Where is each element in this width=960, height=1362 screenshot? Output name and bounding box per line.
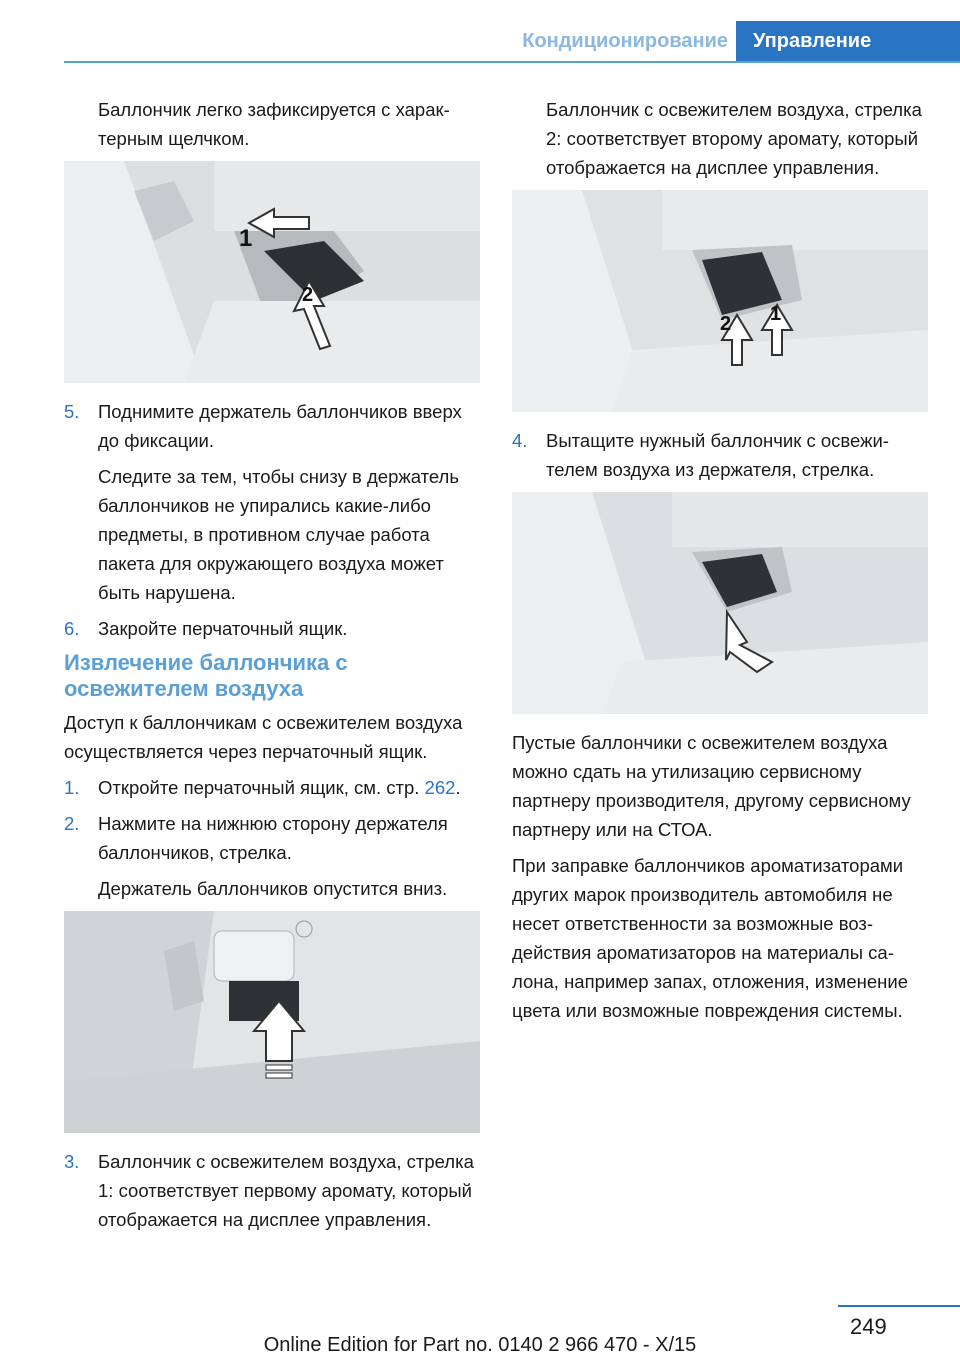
step-4-number: 4. <box>512 430 528 451</box>
page-link-262[interactable]: 262 <box>424 777 456 798</box>
step-5-note: Следите за тем, чтобы снизу в держатель баллончиков не упирались какие-либо предметы, в противном случае работа пакета для окружающего воздуха может быть нарушена. <box>98 466 459 603</box>
step-4 <box>512 426 932 484</box>
step-1 <box>64 773 484 802</box>
photo-cartridge-selection <box>512 190 928 412</box>
step-5 <box>64 397 484 455</box>
fig1-label-2: 2 <box>302 284 314 306</box>
right-column <box>512 95 932 1032</box>
step-3-text: Баллончик с освежителем воздуха, стрелка 1: соответствует первому аромату, который отображается на дисплее управления. <box>98 1151 474 1230</box>
step-1-number: 1. <box>64 777 80 798</box>
left-intro: Баллончик легко зафиксируется с характерным щелчком. <box>98 99 450 149</box>
header-tab[interactable] <box>736 21 960 62</box>
fig3-label-1: 1 <box>770 303 782 325</box>
step-2-number: 2. <box>64 813 80 834</box>
step-3 <box>64 1147 484 1234</box>
photo-cartridge-remove <box>512 492 928 714</box>
right-intro: Баллончик с освежителем воздуха, стрелка 2: соответствует второму аромату, который отображается на дисплее управления. <box>546 99 922 178</box>
header-section-title: Кондиционирование <box>522 30 728 52</box>
step-2 <box>64 809 484 867</box>
step-6-number: 6. <box>64 618 80 639</box>
page-number: 249 <box>850 1314 887 1339</box>
fig3-label-2: 2 <box>720 313 732 335</box>
footer-edition: Online Edition for Part no. 0140 2 966 470 - X/15 <box>263 1334 697 1356</box>
header-tab-label: Управление <box>753 30 872 52</box>
step-5-number: 5. <box>64 401 80 422</box>
photo-holder-press <box>64 911 480 1133</box>
step-3-number: 3. <box>64 1151 80 1172</box>
step-6-text: Закройте перчаточный ящик. <box>98 618 348 639</box>
step-5-text: Поднимите держатель баллончиков вверх до фиксации. <box>98 401 462 451</box>
step-1-text: Откройте перчаточный ящик, см. стр. <box>98 777 420 798</box>
step-2-text: Нажмите на нижнюю сторону держателя баллончиков, стрелка. <box>98 813 448 863</box>
step-4-text: Вытащите нужный баллончик с освежителем воздуха из держателя, стрелка. <box>546 430 889 480</box>
photo-cartridge-click <box>64 161 480 383</box>
footer-rule <box>838 1305 960 1307</box>
header-rule <box>64 61 960 63</box>
disposal-paragraph: Пустые баллончики с освежителем воздуха можно сдать на утилизацию сервисному партнеру производителя, другому сервисному партнеру или на СТОА. <box>512 732 911 840</box>
step-6 <box>64 614 484 643</box>
access-paragraph: Доступ к баллончикам с освежителем воздуха осуществляется через перчаточный ящик. <box>64 712 463 762</box>
step-1-end: . <box>455 777 461 798</box>
step-2-note: Держатель баллончиков опустится вниз. <box>98 878 448 899</box>
section-heading: Извлечение баллончика с освежителем воздуха <box>64 650 348 701</box>
liability-paragraph: При заправке баллончиков ароматизаторами других марок производитель автомобиля не несет ответственности за возможные воздействия ароматизаторов на материалы салона, например запах, отложения, изменение цвета или возможные повреждения системы. <box>512 855 908 1021</box>
fig1-label-1: 1 <box>239 225 253 252</box>
left-column <box>64 95 484 1241</box>
